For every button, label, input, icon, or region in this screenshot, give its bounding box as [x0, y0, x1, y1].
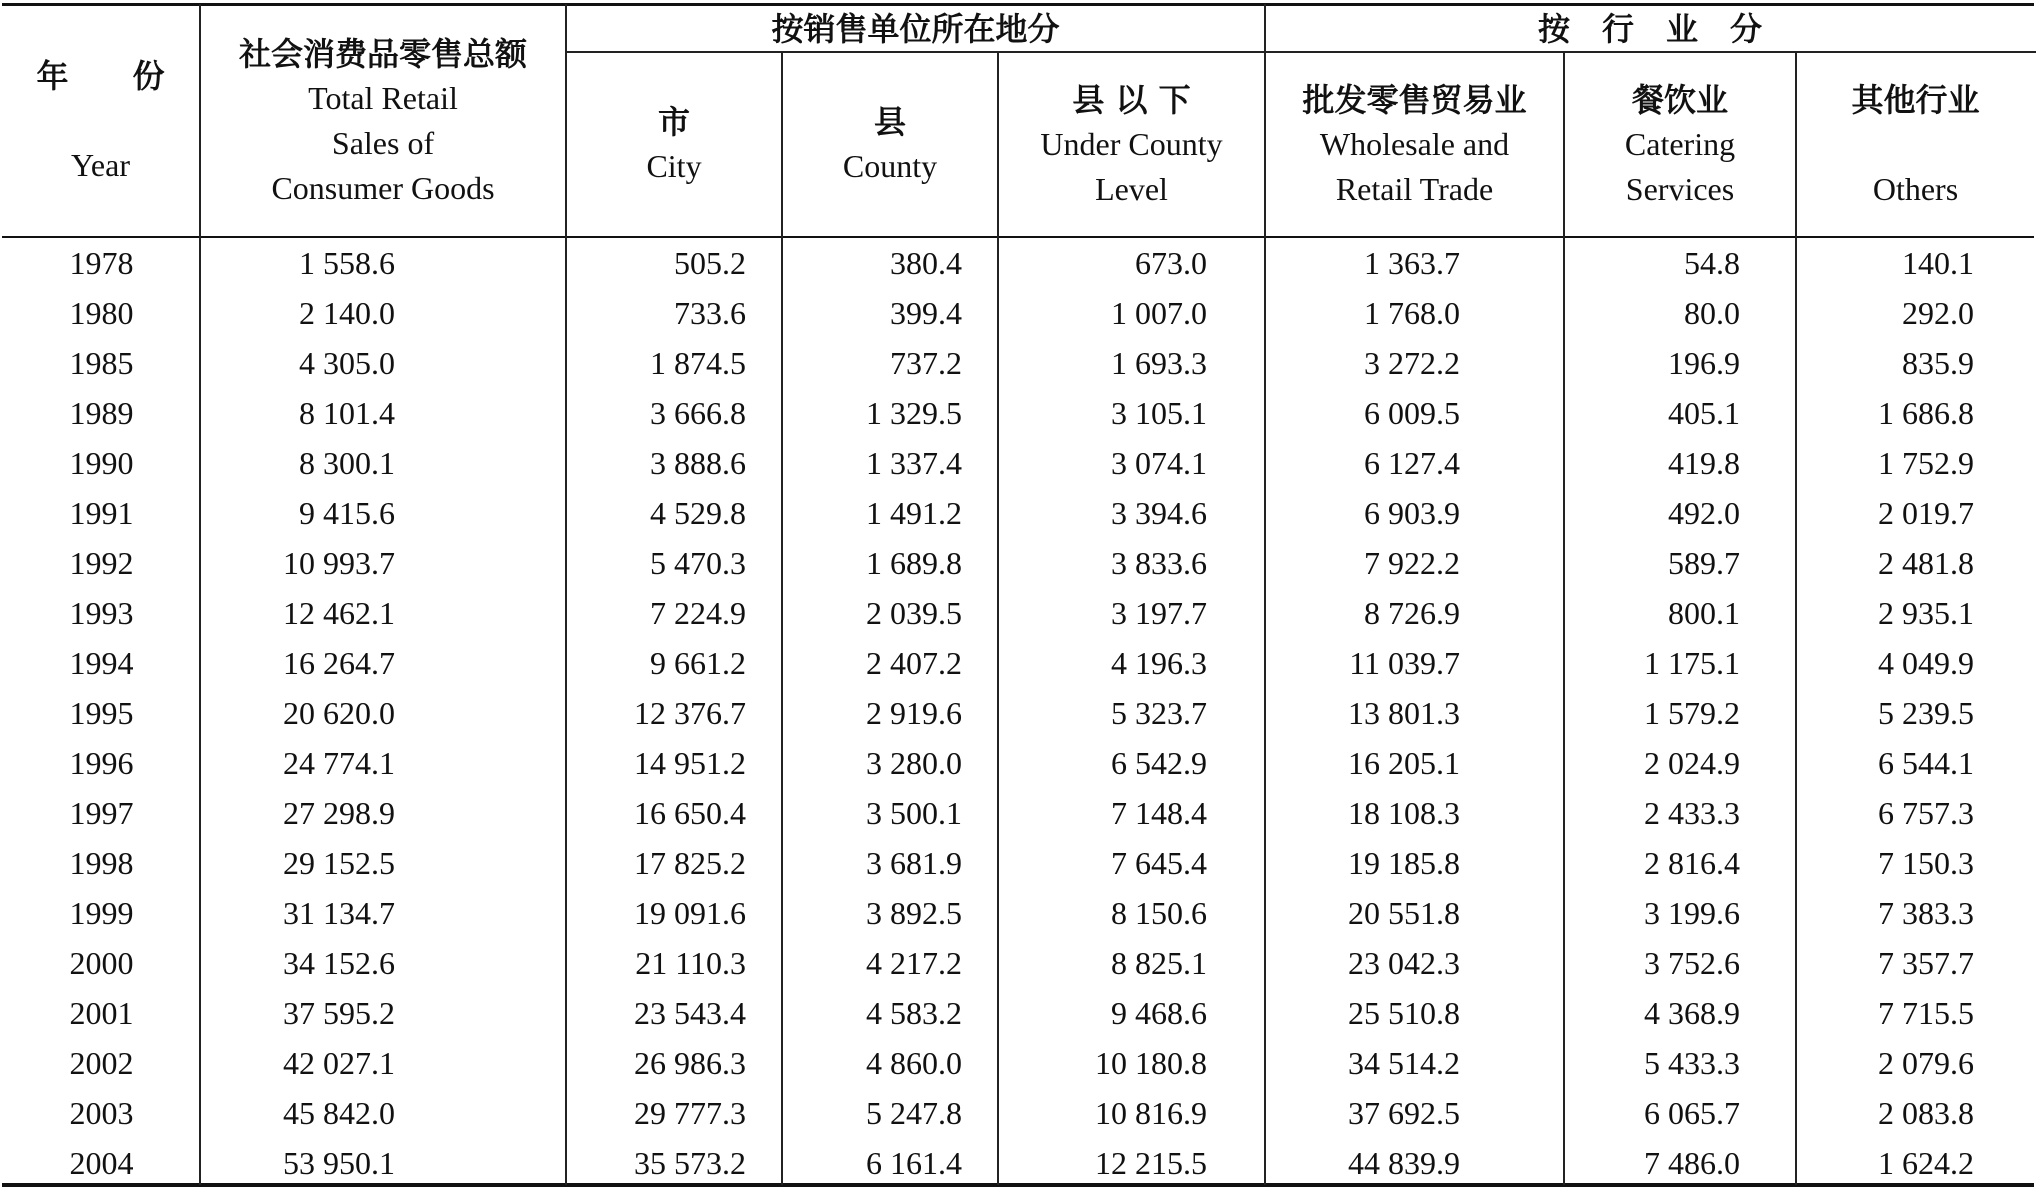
wholesale-cell: 1 768.0	[1364, 294, 1460, 331]
table-row	[2, 888, 2034, 938]
others-cell: 292.0	[1902, 294, 1974, 331]
city-cell: 7 224.9	[650, 594, 746, 631]
city-cell: 733.6	[674, 294, 746, 331]
year-cell: 1991	[69, 494, 134, 531]
others-cell: 6 757.3	[1878, 794, 1974, 831]
under-county-cell: 7 148.4	[1111, 794, 1207, 831]
city-cell: 4 529.8	[650, 494, 746, 531]
total-header-en-3: Consumer Goods	[271, 169, 495, 206]
wholesale-cell: 13 801.3	[1348, 694, 1460, 731]
wholesale-cell: 16 205.1	[1348, 744, 1460, 781]
total-cell: 4 305.0	[299, 344, 395, 381]
catering-cell: 419.8	[1668, 444, 1740, 481]
wholesale-cell: 8 726.9	[1364, 594, 1460, 631]
others-cell: 2 083.8	[1878, 1094, 1974, 1131]
wholesale-header: 批发零售贸易业 Wholesale and Retail Trade	[1302, 80, 1527, 207]
catering-cell: 589.7	[1668, 544, 1740, 581]
total-cell: 9 415.6	[299, 494, 395, 531]
county-cell: 4 860.0	[866, 1044, 962, 1081]
county-cell: 2 407.2	[866, 644, 962, 681]
county-cell: 380.4	[890, 244, 962, 281]
wholesale-cell: 3 272.2	[1364, 344, 1460, 381]
year-cell: 1992	[69, 544, 134, 581]
table-row	[2, 988, 2034, 1038]
year-cell: 2002	[69, 1044, 134, 1081]
table-row	[2, 1138, 2034, 1188]
city-header: 市 City	[646, 103, 702, 184]
total-header	[201, 6, 565, 236]
total-cell: 37 595.2	[283, 994, 395, 1031]
year-cell: 1985	[69, 344, 134, 381]
city-cell: 1 874.5	[650, 344, 746, 381]
under-county-cell: 3 394.6	[1111, 494, 1207, 531]
under-county-cell: 1 693.3	[1111, 344, 1207, 381]
year-cell: 2001	[69, 994, 134, 1031]
others-cell: 2 019.7	[1878, 494, 1974, 531]
others-cell: 5 239.5	[1878, 694, 1974, 731]
county-cell: 2 039.5	[866, 594, 962, 631]
catering-cell: 6 065.7	[1644, 1094, 1740, 1131]
others-cell: 7 715.5	[1878, 994, 1974, 1031]
under-county-cell: 673.0	[1135, 244, 1207, 281]
under-county-cell: 7 645.4	[1111, 844, 1207, 881]
under-county-cell: 6 542.9	[1111, 744, 1207, 781]
under-county-cell: 10 180.8	[1095, 1044, 1207, 1081]
total-cell: 45 842.0	[283, 1094, 395, 1131]
group-header-location: 按销售单位所在地分	[771, 9, 1060, 48]
year-header-zh: 年 份	[36, 57, 165, 95]
under-county-cell: 9 468.6	[1111, 994, 1207, 1031]
year-cell: 1993	[69, 594, 134, 631]
table-row	[2, 238, 2034, 288]
total-cell: 34 152.6	[283, 944, 395, 981]
under-county-cell: 5 323.7	[1111, 694, 1207, 731]
wholesale-cell: 34 514.2	[1348, 1044, 1460, 1081]
under-county-cell: 3 105.1	[1111, 394, 1207, 431]
city-cell: 14 951.2	[634, 744, 746, 781]
under-county-cell: 8 825.1	[1111, 944, 1207, 981]
county-cell: 399.4	[890, 294, 962, 331]
catering-cell: 800.1	[1668, 594, 1740, 631]
year-cell: 1996	[69, 744, 134, 781]
catering-cell: 2 024.9	[1644, 744, 1740, 781]
table-row	[2, 938, 2034, 988]
under-county-cell: 10 816.9	[1095, 1094, 1207, 1131]
county-cell: 5 247.8	[866, 1094, 962, 1131]
others-cell: 7 150.3	[1878, 844, 1974, 881]
table-row	[2, 488, 2034, 538]
table-row	[2, 288, 2034, 338]
county-header: 县 County	[842, 103, 938, 184]
table-row	[2, 788, 2034, 838]
county-cell: 3 280.0	[866, 744, 962, 781]
year-cell: 2000	[69, 944, 134, 981]
under-county-cell: 3 833.6	[1111, 544, 1207, 581]
county-cell: 6 161.4	[866, 1144, 962, 1181]
others-cell: 2 481.8	[1878, 544, 1974, 581]
under-county-header: 县 以 下 Under County Level	[1040, 80, 1223, 207]
catering-cell: 7 486.0	[1644, 1144, 1740, 1181]
table-row	[2, 1088, 2034, 1138]
table-row	[2, 538, 2034, 588]
wholesale-cell: 23 042.3	[1348, 944, 1460, 981]
catering-cell: 80.0	[1684, 294, 1740, 331]
catering-cell: 3 752.6	[1644, 944, 1740, 981]
total-cell: 29 152.5	[283, 844, 395, 881]
total-header-en-2: Sales of	[331, 124, 435, 161]
total-cell: 16 264.7	[283, 644, 395, 681]
total-cell: 27 298.9	[283, 794, 395, 831]
others-header: 其他行业 Others	[1851, 80, 1980, 207]
year-cell: 2003	[69, 1094, 134, 1131]
total-cell: 31 134.7	[283, 894, 395, 931]
others-cell: 7 357.7	[1878, 944, 1974, 981]
total-cell: 24 774.1	[283, 744, 395, 781]
table-row	[2, 638, 2034, 688]
total-header-en-1: Total Retail	[308, 79, 458, 116]
under-county-cell: 8 150.6	[1111, 894, 1207, 931]
city-cell: 19 091.6	[634, 894, 746, 931]
city-cell: 26 986.3	[634, 1044, 746, 1081]
total-cell: 8 101.4	[299, 394, 395, 431]
total-cell: 53 950.1	[283, 1144, 395, 1181]
year-cell: 1998	[69, 844, 134, 881]
county-cell: 3 500.1	[866, 794, 962, 831]
catering-cell: 492.0	[1668, 494, 1740, 531]
city-cell: 29 777.3	[634, 1094, 746, 1131]
total-header-zh: 社会消费品零售总额	[238, 34, 527, 73]
total-cell: 1 558.6	[299, 244, 395, 281]
under-county-cell: 3 197.7	[1111, 594, 1207, 631]
under-county-cell: 4 196.3	[1111, 644, 1207, 681]
year-cell: 1999	[69, 894, 134, 931]
city-cell: 21 110.3	[635, 944, 746, 981]
city-cell: 3 666.8	[650, 394, 746, 431]
year-cell: 2004	[69, 1144, 134, 1181]
data-table-body	[2, 238, 2034, 1188]
wholesale-cell: 44 839.9	[1348, 1144, 1460, 1181]
catering-cell: 54.8	[1684, 244, 1740, 281]
county-cell: 3 681.9	[866, 844, 962, 881]
wholesale-cell: 25 510.8	[1348, 994, 1460, 1031]
group-header-industry: 按 行 业 分	[1537, 9, 1762, 48]
catering-header: 餐饮业 Catering Services	[1624, 80, 1736, 207]
table-row	[2, 1038, 2034, 1088]
city-cell: 9 661.2	[650, 644, 746, 681]
year-header-en: Year	[71, 147, 130, 183]
year-cell: 1995	[69, 694, 134, 731]
county-cell: 4 583.2	[866, 994, 962, 1031]
total-cell: 20 620.0	[283, 694, 395, 731]
total-cell: 2 140.0	[299, 294, 395, 331]
catering-cell: 1 579.2	[1644, 694, 1740, 731]
wholesale-cell: 6 127.4	[1364, 444, 1460, 481]
others-cell: 1 624.2	[1878, 1144, 1974, 1181]
catering-cell: 1 175.1	[1644, 644, 1740, 681]
city-cell: 23 543.4	[634, 994, 746, 1031]
year-header	[2, 6, 199, 236]
county-cell: 1 337.4	[866, 444, 962, 481]
city-cell: 16 650.4	[634, 794, 746, 831]
year-cell: 1994	[69, 644, 134, 681]
total-cell: 10 993.7	[283, 544, 395, 581]
city-cell: 35 573.2	[634, 1144, 746, 1181]
total-cell: 12 462.1	[283, 594, 395, 631]
wholesale-cell: 11 039.7	[1349, 644, 1460, 681]
county-cell: 1 689.8	[866, 544, 962, 581]
year-cell: 1980	[69, 294, 134, 331]
wholesale-cell: 37 692.5	[1348, 1094, 1460, 1131]
county-cell: 2 919.6	[866, 694, 962, 731]
city-cell: 5 470.3	[650, 544, 746, 581]
wholesale-cell: 6 903.9	[1364, 494, 1460, 531]
catering-cell: 2 433.3	[1644, 794, 1740, 831]
city-cell: 12 376.7	[634, 694, 746, 731]
county-cell: 4 217.2	[866, 944, 962, 981]
table-row	[2, 738, 2034, 788]
total-cell: 8 300.1	[299, 444, 395, 481]
city-cell: 3 888.6	[650, 444, 746, 481]
under-county-cell: 1 007.0	[1111, 294, 1207, 331]
table-row	[2, 838, 2034, 888]
year-cell: 1989	[69, 394, 134, 431]
table-row	[2, 688, 2034, 738]
wholesale-cell: 20 551.8	[1348, 894, 1460, 931]
others-cell: 1 686.8	[1878, 394, 1974, 431]
county-cell: 737.2	[890, 344, 962, 381]
city-cell: 505.2	[674, 244, 746, 281]
table-row	[2, 438, 2034, 488]
total-cell: 42 027.1	[283, 1044, 395, 1081]
county-cell: 3 892.5	[866, 894, 962, 931]
others-cell: 1 752.9	[1878, 444, 1974, 481]
table-row	[2, 588, 2034, 638]
others-cell: 4 049.9	[1878, 644, 1974, 681]
wholesale-cell: 19 185.8	[1348, 844, 1460, 881]
year-cell: 1978	[69, 244, 134, 281]
catering-cell: 2 816.4	[1644, 844, 1740, 881]
county-cell: 1 329.5	[866, 394, 962, 431]
others-cell: 140.1	[1902, 244, 1974, 281]
catering-cell: 3 199.6	[1644, 894, 1740, 931]
others-cell: 2 935.1	[1878, 594, 1974, 631]
catering-cell: 5 433.3	[1644, 1044, 1740, 1081]
wholesale-cell: 18 108.3	[1348, 794, 1460, 831]
under-county-cell: 12 215.5	[1095, 1144, 1207, 1181]
under-county-cell: 3 074.1	[1111, 444, 1207, 481]
catering-cell: 4 368.9	[1644, 994, 1740, 1031]
wholesale-cell: 1 363.7	[1364, 244, 1460, 281]
others-cell: 7 383.3	[1878, 894, 1974, 931]
others-cell: 835.9	[1902, 344, 1974, 381]
county-cell: 1 491.2	[866, 494, 962, 531]
table-row	[2, 388, 2034, 438]
others-cell: 6 544.1	[1878, 744, 1974, 781]
catering-cell: 196.9	[1668, 344, 1740, 381]
city-cell: 17 825.2	[634, 844, 746, 881]
wholesale-cell: 7 922.2	[1364, 544, 1460, 581]
table-row	[2, 338, 2034, 388]
year-cell: 1990	[69, 444, 134, 481]
catering-cell: 405.1	[1668, 394, 1740, 431]
wholesale-cell: 6 009.5	[1364, 394, 1460, 431]
year-cell: 1997	[69, 794, 134, 831]
others-cell: 2 079.6	[1878, 1044, 1974, 1081]
